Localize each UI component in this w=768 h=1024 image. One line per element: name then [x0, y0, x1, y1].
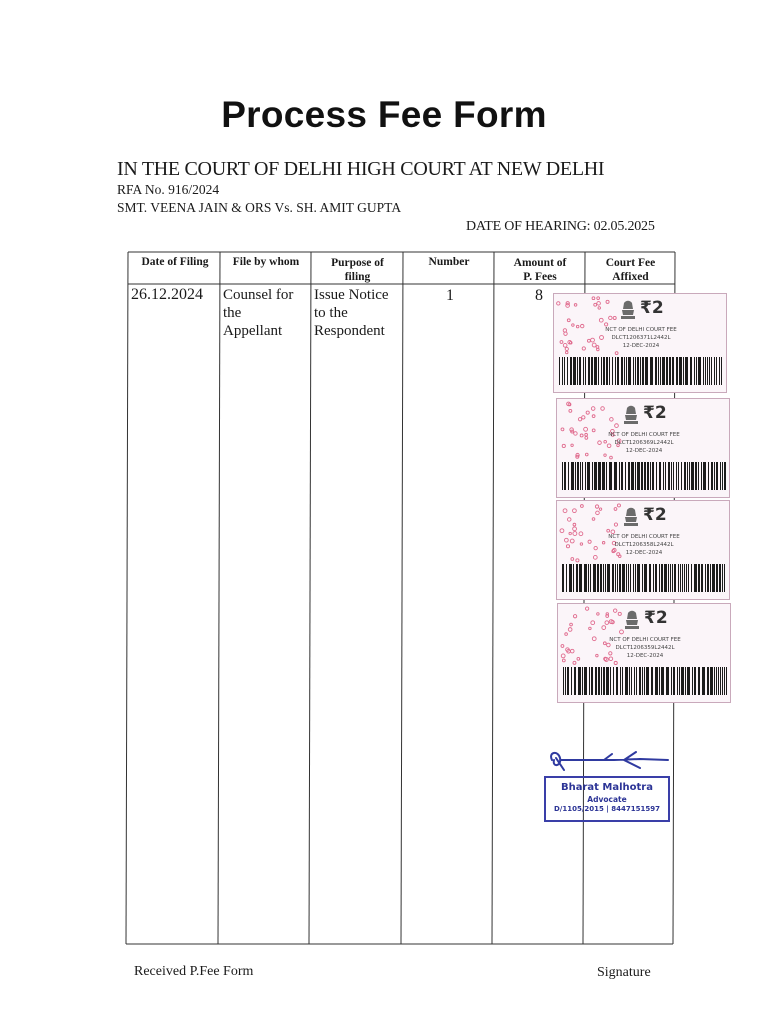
- court-name: IN THE COURT OF DELHI HIGH COURT AT NEW DELHI: [117, 158, 605, 180]
- handwritten-signature: [544, 748, 674, 778]
- advocate-stamp: [544, 776, 670, 822]
- barcode-icon: [562, 564, 726, 592]
- header-amount-of-fees: Amount of P. Fees: [513, 257, 567, 283]
- advocate-name: Bharat Malhotra: [560, 782, 653, 793]
- stamp-date: 12-DEC-2024: [626, 653, 664, 659]
- header-date-of-filing: Date of Filing: [141, 256, 209, 268]
- stamp-issuer: NCT OF DELHI COURT FEE: [608, 534, 680, 540]
- barcode-icon: [563, 667, 727, 695]
- stamp-issuer: NCT OF DELHI COURT FEE: [608, 432, 680, 438]
- row-amount-of-fees: 8: [535, 287, 543, 304]
- stamp-serial: DLCT1206369L2442L: [614, 440, 674, 446]
- header-court-fee-affixed: Court Fee Affixed: [605, 257, 656, 283]
- court-fee-stamp: [553, 293, 727, 393]
- national-emblem-icon: [618, 300, 638, 322]
- header-purpose-of-filing: Purpose of filing: [331, 257, 384, 283]
- case-parties: SMT. VEENA JAIN & ORS Vs. SH. AMIT GUPTA: [117, 200, 402, 215]
- barcode-icon: [562, 462, 726, 490]
- barcode-icon: [559, 357, 723, 385]
- case-number: RFA No. 916/2024: [117, 182, 220, 197]
- advocate-registration: D/1105/2015 | 8447151597: [553, 805, 661, 813]
- header-file-by-whom: File by whom: [232, 256, 300, 268]
- stamp-value: ₹2: [643, 403, 667, 423]
- stamp-date: 12-DEC-2024: [625, 448, 663, 454]
- row-purpose-of-filing: Issue Notice to the Respondent: [314, 287, 389, 339]
- national-emblem-icon: [621, 507, 641, 529]
- advocate-role: Advocate: [587, 795, 627, 804]
- national-emblem-icon: [621, 405, 641, 427]
- stamp-value: ₹2: [643, 505, 667, 525]
- stamp-value: ₹2: [640, 298, 664, 318]
- court-fee-stamp: [557, 603, 731, 703]
- court-fee-stamp: [556, 500, 730, 600]
- signature-label: Signature: [597, 965, 651, 980]
- row-number: 1: [446, 287, 454, 304]
- page-title: Process Fee Form: [221, 94, 547, 135]
- stamp-date: 12-DEC-2024: [622, 343, 660, 349]
- stamp-issuer: NCT OF DELHI COURT FEE: [609, 637, 681, 643]
- stamp-serial: DLCT1206358L2442L: [614, 542, 674, 548]
- stamp-issuer: NCT OF DELHI COURT FEE: [605, 327, 677, 333]
- received-label: Received P.Fee Form: [134, 964, 254, 979]
- stamp-date: 12-DEC-2024: [625, 550, 663, 556]
- row-file-by-whom: Counsel for the Appellant: [223, 287, 294, 339]
- stamp-serial: DLCT1206371L2442L: [611, 335, 671, 341]
- national-emblem-icon: [622, 610, 642, 632]
- header-number: Number: [428, 256, 470, 268]
- stamp-value: ₹2: [644, 608, 668, 628]
- hearing-date: DATE OF HEARING: 02.05.2025: [466, 219, 655, 234]
- stamp-serial: DLCT1206359L2442L: [615, 645, 675, 651]
- row-date-of-filing: 26.12.2024: [131, 286, 203, 303]
- court-fee-stamp: [556, 398, 730, 498]
